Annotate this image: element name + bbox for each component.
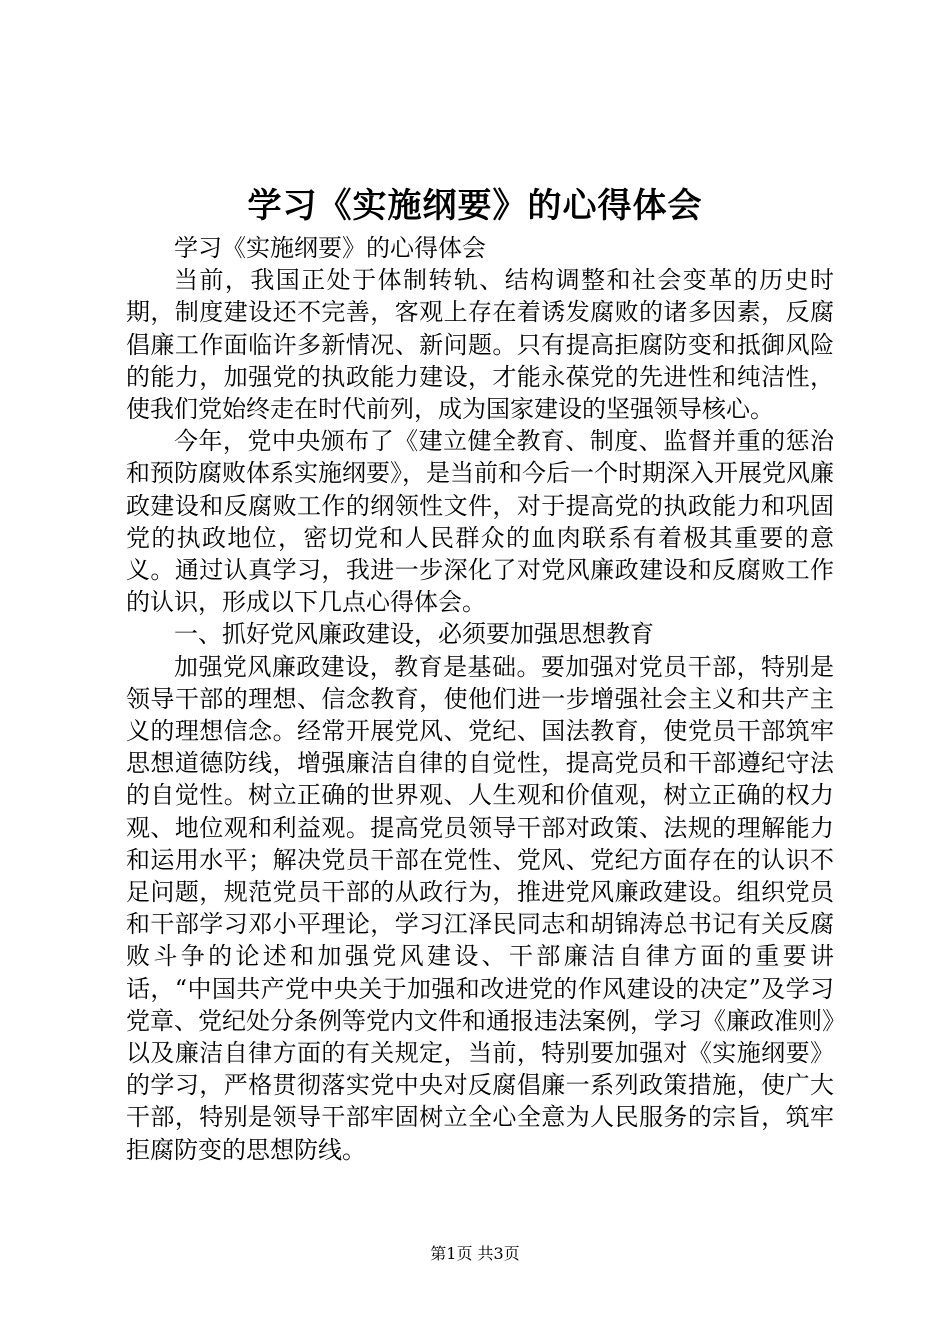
paragraph-education: 加强党风廉政建设，教育是基础。要加强对党员干部，特别是领导干部的理想、信念教育，使他们进一步增强社会主义和共产主义的理想信念。经常开展党风、党纪、国法教育，使党员干部筑牢思想道德防线，增强廉洁自律的自觉性，提高党员和干部遵纪守法的自觉性。树立正确的世界观、人生观和价值观，树立正确的权力观、地位观和利益观。提高党员领导干部对政策、法规的理解能力和运用水平；解决党员干部在党性、党风、党纪方面存在的认识不足问题，规范党员干部的从政行为，推进党风廉政建设。组织党员和干部学习邓小平理论，学习江泽民同志和胡锦涛总书记有关反腐败斗争的论述和加强党风建设、干部廉洁自律方面的重要讲话，“中国共产党中央关于加强和改进党的作风建设的决定”及学习党章、党纪处分条例等党内文件和通报违法案例，学习《廉政准则》以及廉洁自律方面的有关规定，当前，特别要加强对《实施纲要》的学习，严格贯彻落实党中央对反腐倡廉一系列政策措施，使广大干部，特别是领导干部牢固树立全心全意为人民服务的宗旨，筑牢拒腐防变的思想防线。 (126, 652, 834, 1164)
page-footer: 第1页 共3页 (430, 1244, 520, 1263)
section-heading-1: 一、抓好党风廉政建设，必须要加强思想教育 (174, 620, 654, 649)
document-body (126, 232, 834, 1166)
paragraph-intro: 当前，我国正处于体制转轨、结构调整和社会变革的历史时期，制度建设还不完善，客观上存在着诱发腐败的诸多因素，反腐倡廉工作面临许多新情况、新问题。只有提高拒腐防变和抵御风险的能力，加强党的执政能力建设，才能永葆党的先进性和纯洁性，使我们党始终走在时代前列，成为国家建设的坚强领导核心。 (126, 266, 834, 424)
paragraph-background: 今年，党中央颁布了《建立健全教育、制度、监督并重的惩治和预防腐败体系实施纲要》，是当前和今后一个时期深入开展党风廉政建设和反腐败工作的纲领性文件，对于提高党的执政能力和巩固党的执政地位，密切党和人民群众的血肉联系有着极其重要的意义。通过认真学习，我进一步深化了对党风廉政建设和反腐败工作的认识，形成以下几点心得体会。 (126, 427, 834, 617)
paragraph-subtitle: 学习《实施纲要》的心得体会 (174, 234, 486, 262)
document-title: 学习《实施纲要》的心得体会 (247, 186, 703, 226)
